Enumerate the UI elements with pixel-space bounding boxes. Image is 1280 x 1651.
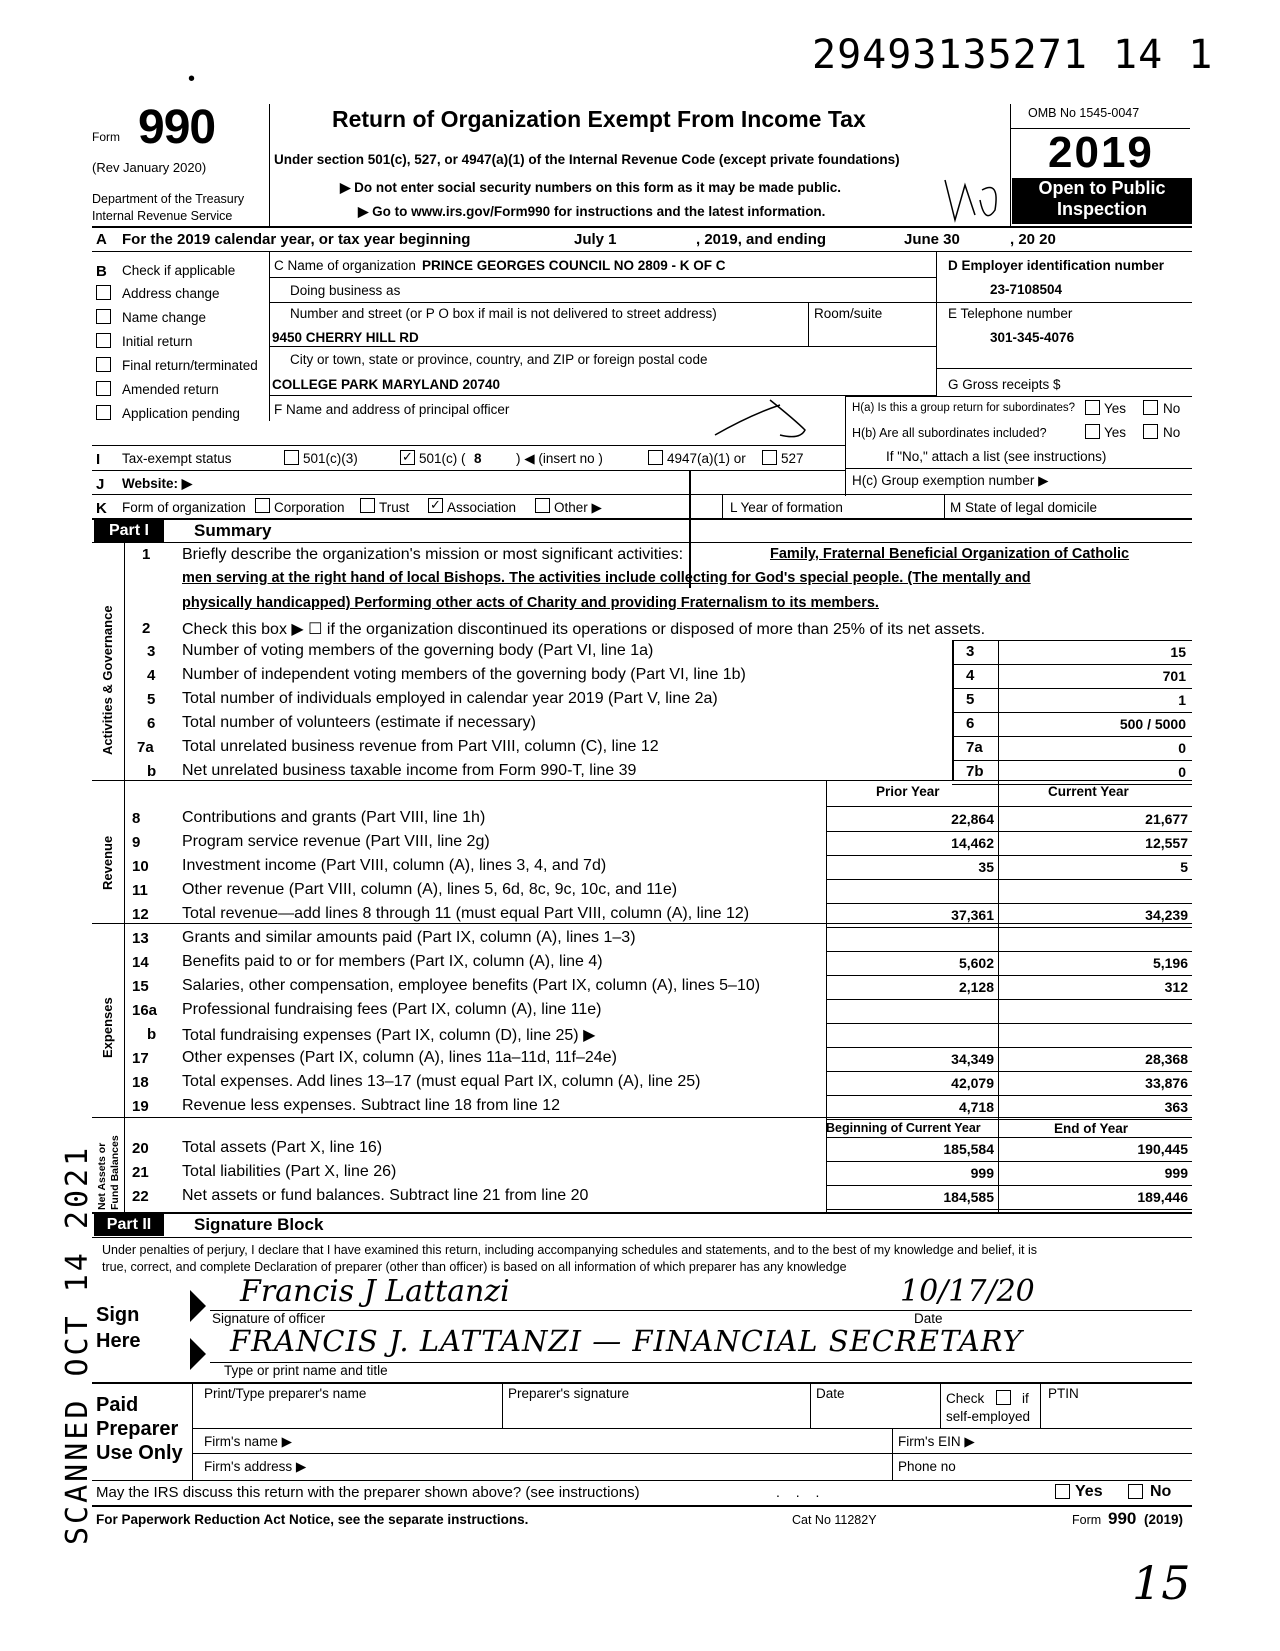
gov-line-5: Total number of individuals employed in calendar year 2019 (Part V, line 2a) [182,690,718,707]
scan-number: 29493135271 14 1 [812,32,1214,78]
officer-name-title: FRANCIS J. LATTANZI — FINANCIAL SECRETARY [230,1324,1023,1358]
firm-address-label: Firm's address ▶ [204,1459,307,1474]
line-11-text: Other revenue (Part VIII, column (A), lines 5, 6d, 8c, 9c, 10c, and 11e) [182,881,678,898]
side-label-revenue: Revenue [100,835,115,890]
other-checkbox[interactable] [535,498,550,513]
line-a-text: For the 2019 calendar year, or tax year beginning [122,231,471,248]
part1-tag: Part I [94,520,164,542]
gov-line-3: Number of voting members of the governing body (Part VI, line 1a) [182,642,654,659]
line-21-current: 999 [1164,1165,1188,1181]
527-checkbox[interactable] [762,450,777,465]
gov-line-7a: Total unrelated business revenue from Part VIII, column (C), line 12 [182,738,659,755]
side-label-net-assets: Net Assets or [96,1142,108,1210]
handwritten-mark [940,170,1010,230]
current-year-header: Current Year [1048,784,1129,799]
open-to-public-box: Open to Public Inspection [1012,178,1192,224]
label-initial-return: Initial return [122,334,193,349]
telephone-value: 301-345-4076 [990,330,1075,345]
line-20-current: 190,445 [1137,1141,1188,1157]
line-14-current: 5,196 [1152,955,1188,971]
trust-checkbox[interactable] [360,498,375,513]
line-10-text: Investment income (Part VIII, column (A), lines 3, 4, and 7d) [182,857,607,874]
line-17-current: 28,368 [1145,1051,1188,1067]
prior-year-header: Prior Year [876,784,940,799]
line-22-text: Net assets or fund balances. Subtract line 21 from line 20 [182,1187,589,1204]
line-10-current: 5 [1180,859,1188,875]
tax-year: 2019 [1048,128,1154,177]
corporation-checkbox[interactable] [255,498,270,513]
line-9-prior: 14,462 [951,835,994,851]
gov-value-5: 1 [1178,692,1186,708]
discontinued-line: Check this box ▶ ☐ if the organization discontinued its operations or disposed of more than 25% of its net assets. [182,621,986,638]
mission-line-2: men serving at the right hand of local Bishops. The activities include collecting for God's special people. (The mentally and [182,570,1031,586]
line-18-prior: 42,079 [951,1075,994,1091]
line-19-current: 363 [1164,1099,1188,1115]
label-application-pending: Application pending [122,406,240,421]
line-20-text: Total assets (Part X, line 16) [182,1139,383,1156]
stamp-dot: • [188,68,196,90]
discuss-no-checkbox[interactable] [1128,1484,1143,1499]
officer-signature: Francis J Lattanzi [240,1274,510,1309]
irs-service: Internal Revenue Service [92,209,233,223]
gov-value-7a: 0 [1178,740,1186,756]
label-name-change: Name change [122,310,207,325]
line-8-text: Contributions and grants (Part VIII, line 1h) [182,809,486,826]
department: Department of the Treasury [92,192,245,206]
line-12-prior: 37,361 [951,907,994,923]
firm-ein-label: Firm's EIN ▶ [898,1434,975,1449]
line-8-current: 21,677 [1145,811,1188,827]
line-12-text: Total revenue—add lines 8 through 11 (must equal Part VIII, column (A), line 12) [182,905,750,922]
checkbox-address-change[interactable] [96,285,111,300]
line-17-text: Other expenses (Part IX, column (A), lines 11a–11d, 11f–24e) [182,1049,617,1066]
line-15-current: 312 [1164,979,1188,995]
part2-title: Signature Block [194,1215,324,1234]
line-8-prior: 22,864 [951,811,994,827]
website-label: Website: ▶ [122,476,193,491]
4947-checkbox[interactable] [648,450,663,465]
line-14-text: Benefits paid to or for members (Part IX, column (A), line 4) [182,953,603,970]
part1-title: Summary [194,521,272,540]
label-amended-return: Amended return [122,382,219,397]
form-number: 990 [138,101,216,154]
hb-no-checkbox[interactable] [1143,424,1158,439]
ein-value: 23-7108504 [990,282,1063,297]
line-20-prior: 185,584 [943,1141,994,1157]
checkbox-name-change[interactable] [96,309,111,324]
omb-number: OMB No 1545-0047 [1028,106,1140,120]
gov-line-4: Number of independent voting members of the governing body (Part VI, line 1b) [182,666,746,683]
line-18-current: 33,876 [1145,1075,1188,1091]
line-19-prior: 4,718 [958,1099,994,1115]
scanned-stamp: SCANNED OCT 14 2021 [60,1144,95,1545]
501c3-checkbox[interactable] [284,450,299,465]
form-subtitle: Under section 501(c), 527, or 4947(a)(1) of the Internal Revenue Code (except private foundations) [274,152,900,167]
part2-tag: Part II [94,1214,164,1236]
gov-value-4: 701 [1162,668,1186,684]
form-title: Return of Organization Exempt From Income Tax [332,106,866,132]
gov-value-b: 0 [1178,764,1186,780]
line-19-text: Revenue less expenses. Subtract line 18 from line 12 [182,1097,560,1114]
gov-line-6: Total number of volunteers (estimate if necessary) [182,714,536,731]
side-label-governance: Activities & Governance [100,605,115,755]
ha-yes-checkbox[interactable] [1085,400,1100,415]
gov-value-6: 500 / 5000 [1119,716,1186,732]
line-17-prior: 34,349 [951,1051,994,1067]
association-checkbox[interactable]: ✓ [428,498,443,513]
gov-value-3: 15 [1170,644,1186,660]
checkbox-final-return-terminated[interactable] [96,357,111,372]
gov-line-b: Net unrelated business taxable income from Form 990-T, line 39 [182,762,637,779]
phone-no-label: Phone no [898,1459,956,1474]
paperwork-notice: For Paperwork Reduction Act Notice, see the separate instructions. [96,1512,529,1527]
501c-checkbox[interactable]: ✓ [400,450,415,465]
end-year-header: End of Year [1054,1121,1129,1136]
checkbox-initial-return[interactable] [96,333,111,348]
line-10-prior: 35 [978,859,994,875]
page-number: 15 [1132,1556,1191,1610]
line-b-text: Total fundraising expenses (Part IX, column (D), line 25) ▶ [182,1027,596,1044]
mission-line-3: physically handicapped) Performing other acts of Charity and providing Fraternalism to its members. [182,595,879,611]
tax-year-end: June 30 [904,231,960,248]
line-14-prior: 5,602 [958,955,994,971]
gross-receipts: G Gross receipts $ [948,377,1061,392]
line-9-text: Program service revenue (Part VIII, line 2g) [182,833,490,850]
line-22-current: 189,446 [1137,1189,1188,1205]
501c-number: 8 [474,451,482,466]
line-9-current: 12,557 [1145,835,1188,851]
line-15-text: Salaries, other compensation, employee benefits (Part IX, column (A), lines 5–10) [182,977,761,994]
street-address: 9450 CHERRY HILL RD [272,330,419,345]
group-exemption: H(c) Group exemption number ▶ [852,473,1049,488]
organization-name: PRINCE GEORGES COUNCIL NO 2809 - K OF C [422,258,726,273]
cat-number: Cat No 11282Y [792,1513,877,1527]
line-21-text: Total liabilities (Part X, line 26) [182,1163,397,1180]
tax-year-begin: July 1 [574,231,617,248]
line-21-prior: 999 [970,1165,994,1181]
self-employed-checkbox[interactable] [996,1390,1011,1405]
line-15-prior: 2,128 [958,979,994,995]
city-state-zip: COLLEGE PARK MARYLAND 20740 [272,377,501,392]
irs-link-note: ▶ Go to www.irs.gov/Form990 for instructions and the latest information. [358,204,826,219]
mission-line-1: Family, Fraternal Beneficial Organization of Catholic [770,546,1130,562]
line-12-current: 34,239 [1145,907,1188,923]
line-13-text: Grants and similar amounts paid (Part IX, column (A), lines 1–3) [182,929,636,946]
checkbox-amended-return[interactable] [96,381,111,396]
signature-date: 10/17/20 [900,1274,1035,1309]
officer-scribble [710,395,820,445]
label-address-change: Address change [122,286,220,301]
line-16a-text: Professional fundraising fees (Part IX, column (A), line 11e) [182,1001,602,1018]
ha-no-checkbox[interactable] [1143,400,1158,415]
firm-name-label: Firm's name ▶ [204,1434,292,1449]
hb-yes-checkbox[interactable] [1085,424,1100,439]
form-prefix: Form [92,130,120,144]
begin-year-header: Beginning of Current Year [826,1121,981,1135]
label-final-return-terminated: Final return/terminated [122,358,258,373]
line-18-text: Total expenses. Add lines 13–17 (must equal Part IX, column (A), line 25) [182,1073,701,1090]
revision: (Rev January 2020) [92,160,207,175]
side-label-expenses: Expenses [100,997,115,1058]
sign-arrows [188,1288,208,1378]
discuss-yes-checkbox[interactable] [1055,1484,1070,1499]
checkbox-application-pending[interactable] [96,405,111,420]
ssn-note: ▶ Do not enter social security numbers on this form as it may be made public. [340,180,841,195]
line-22-prior: 184,585 [943,1189,994,1205]
